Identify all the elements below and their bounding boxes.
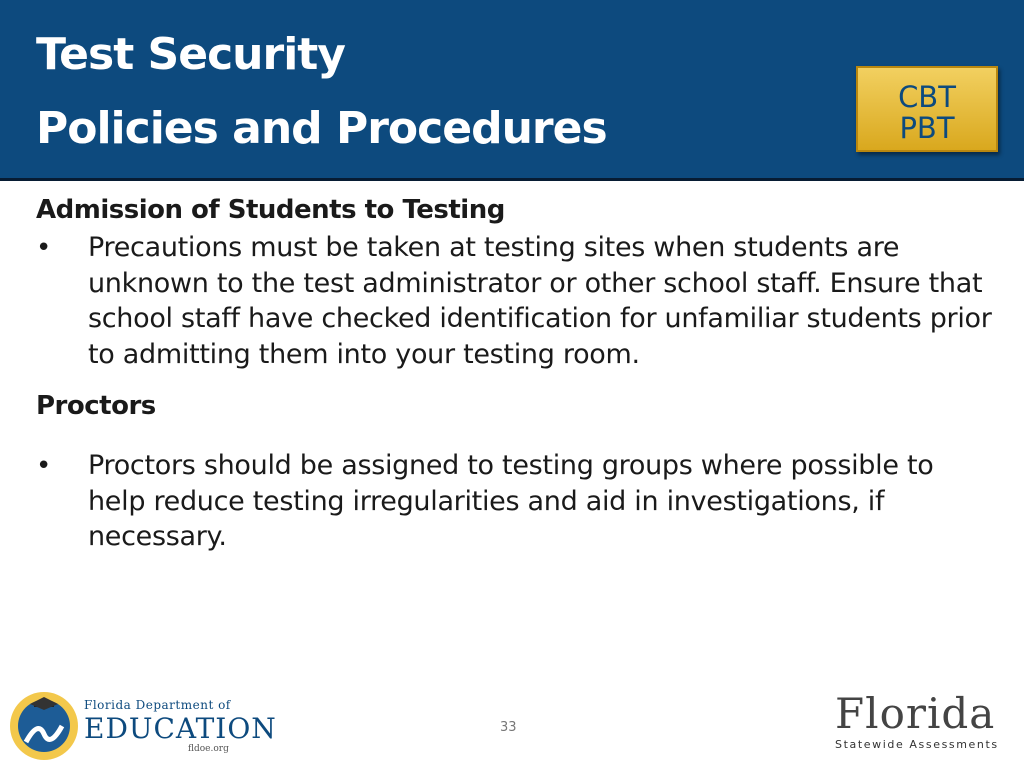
doe-seal-icon — [8, 690, 80, 762]
bullet-text-proctors: Proctors should be assigned to testing groups where possible to help reduce testing irregularities and aid in investigations, if necessary. — [88, 450, 934, 552]
fsa-logo-sub-text: Statewide Assessments — [835, 738, 999, 751]
florida-doe-logo — [8, 690, 277, 762]
title-banner — [0, 0, 1024, 181]
page-number: 33 — [500, 720, 517, 735]
bullet-item-proctors — [36, 448, 996, 555]
fsa-logo-main-text: Florida — [835, 689, 996, 738]
slide-title — [36, 18, 607, 166]
title-line-2: Policies and Procedures — [36, 103, 607, 154]
title-line-1: Test Security — [36, 29, 345, 80]
florida-statewide-assessments-logo — [835, 689, 1005, 762]
bullet-marker: • — [36, 233, 52, 263]
badge-line-2: PBT — [899, 111, 955, 145]
slide-body — [36, 192, 996, 555]
bullet-item-admission — [36, 230, 996, 372]
doe-logo-main-text: EDUCATION — [84, 712, 277, 745]
section-heading-admission: Admission of Students to Testing — [36, 195, 505, 225]
doe-logo-url: fldoe.org — [188, 744, 229, 754]
doe-logo-top-text: Florida Department of — [84, 698, 231, 712]
bullet-text-admission: Precautions must be taken at testing sites when students are unknown to the test administrator or other school staff. Ensure that school staff have checked identification for unfamiliar students prior to admitting them into your testing room. — [88, 232, 992, 370]
cbt-pbt-badge — [856, 66, 998, 152]
badge-line-1: CBT — [898, 80, 956, 114]
section-heading-proctors: Proctors — [36, 391, 156, 421]
bullet-marker: • — [36, 451, 52, 481]
